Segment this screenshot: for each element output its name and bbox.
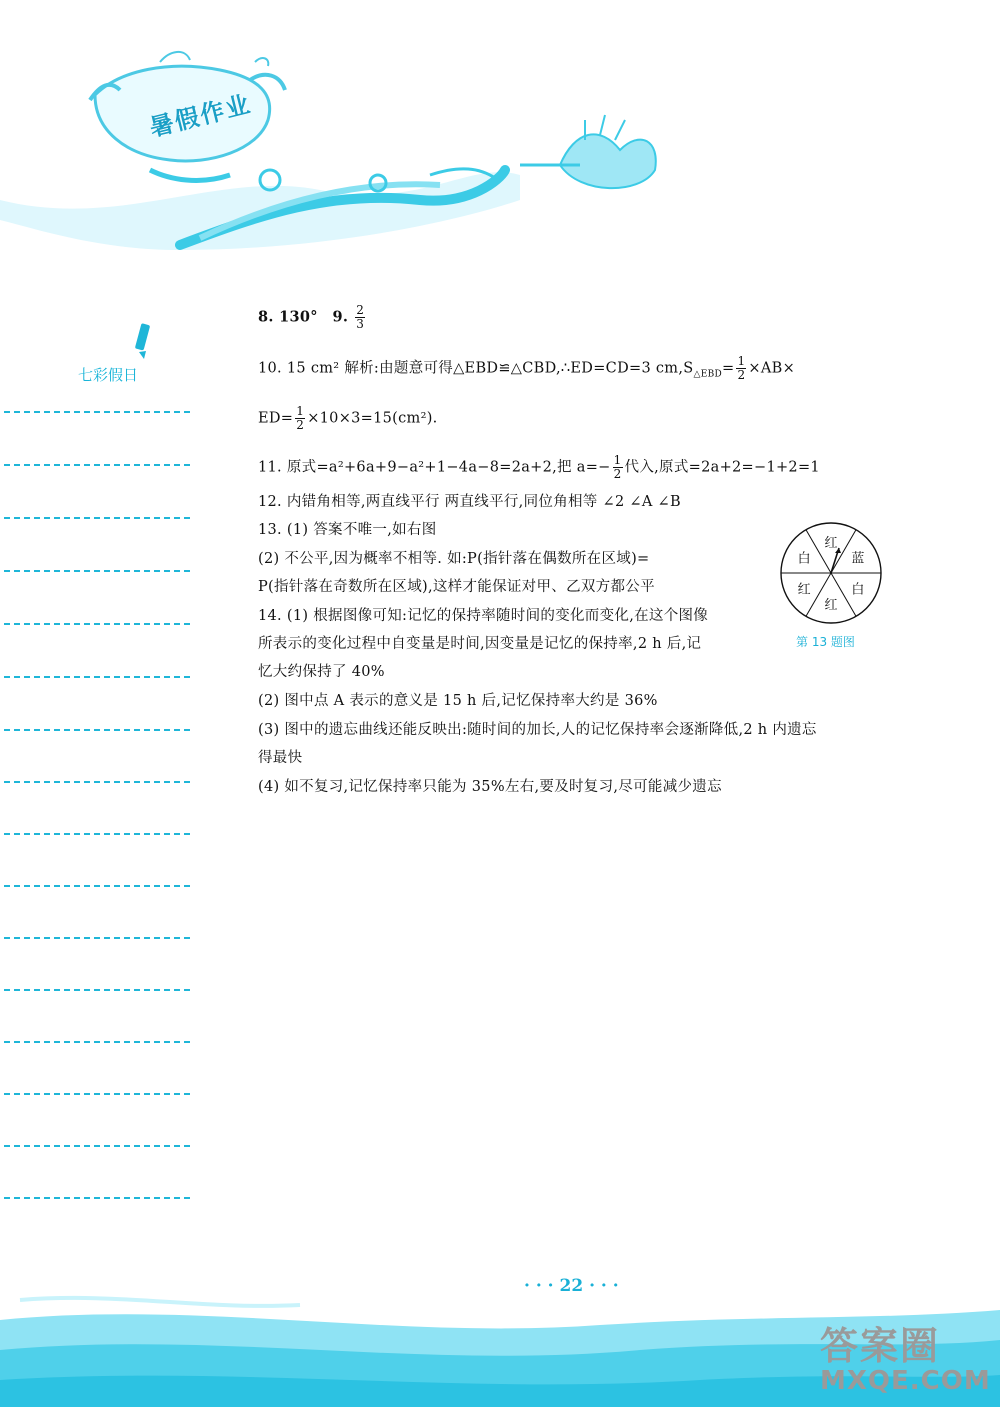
sidebar-dashed-line (4, 1145, 190, 1147)
answer-10-text: 10. 15 cm² 解析:由题意可得△EBD≌△CBD,∴ED=CD=3 cm,S (258, 360, 694, 377)
answer-13-2-line1: (2) 不公平,因为概率不相等. 如:P(指针落在偶数所在区域)= (258, 551, 650, 567)
page-number: · · · 22 · · · (524, 1276, 619, 1296)
answer-11-text-end: 代入,原式=2a+2=−1+2=1 (624, 459, 820, 476)
fraction-denominator: 2 (296, 418, 305, 432)
spinner-sector-label: 白 (797, 551, 811, 567)
answer-8-9 (258, 304, 367, 331)
banner-title: 暑假作业 (146, 89, 255, 143)
spinner-sector-label: 红 (824, 598, 838, 613)
answer-14-1-line3: 忆大约保持了 40% (258, 664, 385, 680)
answer-14-1-line1: 14. (1) 根据图像可知:记忆的保持率随时间的变化而变化,在这个图像 (258, 608, 709, 624)
answer-14-3-line2: 得最快 (258, 750, 303, 766)
sidebar-dashed-line (4, 989, 190, 991)
watermark-url: MXQE.COM (820, 1366, 991, 1396)
answer-10-line1 (258, 355, 795, 384)
sidebar-dashed-line (4, 781, 190, 783)
answer-10-line2 (258, 405, 438, 432)
answer-14-1-line2: 所表示的变化过程中自变量是时间,因变量是记忆的保持率,2 h 后,记 (258, 636, 702, 652)
sidebar-dashed-line (4, 1197, 190, 1199)
fraction-denominator: 2 (613, 467, 622, 481)
answer-13-1: 13. (1) 答案不唯一,如右图 (258, 522, 437, 538)
answer-10-fraction (736, 355, 746, 382)
answer-14-4: (4) 如不复习,记忆保持率只能为 35%左右,要及时复习,尽可能减少遗忘 (258, 779, 722, 795)
sidebar-dashed-line (4, 411, 190, 413)
answer-14-2: (2) 图中点 A 表示的意义是 15 h 后,记忆保持率大约是 36% (258, 693, 658, 709)
answer-10-text: ED= (258, 410, 294, 427)
sidebar-dashed-line (4, 676, 190, 678)
fraction-numerator: 2 (356, 303, 365, 317)
area-subscript: △EBD (693, 369, 723, 380)
sidebar-dashed-line (4, 885, 190, 887)
sidebar-dashed-line (4, 1041, 190, 1043)
sidebar-dashed-line (4, 517, 190, 519)
sidebar-dashed-line (4, 623, 190, 625)
fraction-numerator: 1 (613, 453, 622, 467)
pencil-icon (132, 322, 154, 360)
spinner-figure (778, 520, 884, 626)
sidebar-dashed-line (4, 570, 190, 572)
answer-10-fraction-2 (295, 405, 305, 432)
answer-11-fraction (613, 454, 623, 481)
spinner-sector-label: 蓝 (851, 551, 865, 567)
watermark (820, 1315, 991, 1396)
answer-9-label: 9. (332, 308, 349, 326)
answer-10-text-end: ×10×3=15(cm²). (307, 410, 438, 427)
answer-14-3-line1: (3) 图中的遗忘曲线还能反映出:随时间的加长,人的记忆保持率会逐渐降低,2 h 内遗忘 (258, 722, 817, 738)
answer-12: 12. 内错角相等,两直线平行 两直线平行,同位角相等 ∠2 ∠A ∠B (258, 494, 681, 510)
answer-11-text: 11. 原式=a²+6a+9−a²+1−4a−8=2a+2,把 a=− (258, 459, 611, 476)
answer-11 (258, 454, 820, 481)
answer-9-fraction (355, 304, 365, 331)
spinner-sector-label: 红 (797, 582, 811, 598)
equals-sign: = (722, 360, 735, 377)
sidebar-dashed-line (4, 729, 190, 731)
sidebar-dashed-line (4, 464, 190, 466)
spinner-sector-label: 白 (851, 582, 865, 598)
answer-10-text-end: ×AB× (748, 360, 796, 377)
sidebar-title: 七彩假日 (78, 366, 139, 384)
answer-13-2-line2: P(指针落在奇数所在区域),这样才能保证对甲、乙双方都公平 (258, 579, 655, 595)
spinner-sector-label: 红 (824, 536, 838, 551)
sidebar-dashed-line (4, 937, 190, 939)
sidebar-dashed-line (4, 1093, 190, 1095)
sidebar-dashed-line (4, 833, 190, 835)
fraction-denominator: 2 (737, 368, 746, 382)
fraction-denominator: 3 (356, 317, 365, 331)
fraction-numerator: 1 (296, 404, 305, 418)
answer-8: 8. 130° (258, 308, 318, 326)
watermark-logo-text: 答案圈 (820, 1324, 941, 1368)
fraction-numerator: 1 (737, 354, 746, 368)
figure-caption: 第 13 题图 (796, 635, 855, 649)
